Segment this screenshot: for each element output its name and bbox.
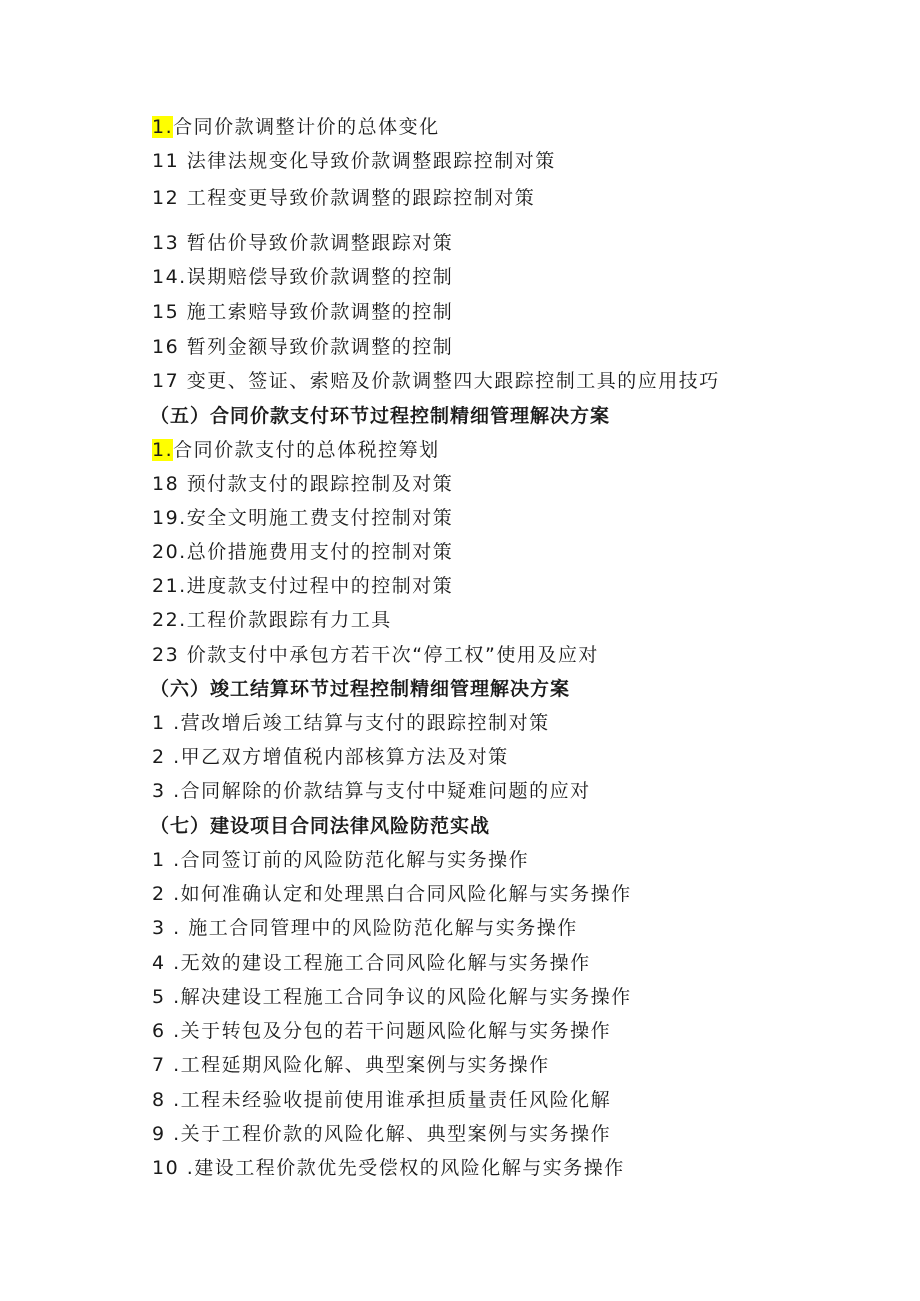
section-heading-5: （五）合同价款支付环节过程控制精细管理解决方案	[150, 405, 611, 427]
section-heading-7: （七）建设项目合同法律风险防范实战	[150, 815, 491, 837]
list-item: 14.误期赔偿导致价款调整的控制	[152, 266, 454, 288]
list-item: 5 .解决建设工程施工合同争议的风险化解与实务操作	[152, 986, 632, 1008]
list-item: 1 .合同签订前的风险防范化解与实务操作	[152, 849, 530, 871]
list-item	[152, 114, 440, 140]
list-item	[152, 437, 440, 463]
list-item: 18 预付款支付的跟踪控制及对策	[152, 473, 454, 495]
list-item: 16 暂列金额导致价款调整的控制	[152, 336, 454, 358]
list-item: 3 . 施工合同管理中的风险防范化解与实务操作	[152, 917, 578, 939]
list-item: 22.工程价款跟踪有力工具	[152, 609, 392, 631]
list-item: 2 .甲乙双方增值税内部核算方法及对策	[152, 746, 509, 768]
list-item: 7 .工程延期风险化解、典型案例与实务操作	[152, 1054, 550, 1076]
list-item: 17 变更、签证、索赔及价款调整四大跟踪控制工具的应用技巧	[152, 370, 720, 392]
list-item: 13 暂估价导致价款调整跟踪对策	[152, 232, 454, 254]
list-item: 19.安全文明施工费支付控制对策	[152, 507, 454, 529]
list-item-text: 合同价款支付的总体税控筹划	[173, 439, 440, 461]
list-item: 20.总价措施费用支付的控制对策	[152, 541, 454, 563]
highlighted-number: 1.	[152, 439, 174, 461]
list-item: 2 .如何准确认定和处理黑白合同风险化解与实务操作	[152, 883, 632, 905]
list-item: 6 .关于转包及分包的若干问题风险化解与实务操作	[152, 1020, 612, 1042]
list-item-text: 合同价款调整计价的总体变化	[173, 116, 440, 138]
section-heading-6: （六）竣工结算环节过程控制精细管理解决方案	[150, 678, 571, 700]
list-item: 11 法律法规变化导致价款调整跟踪控制对策	[152, 150, 556, 172]
list-item: 4 .无效的建设工程施工合同风险化解与实务操作	[152, 952, 591, 974]
list-item: 12 工程变更导致价款调整的跟踪控制对策	[152, 187, 536, 209]
highlighted-number: 1.	[152, 116, 174, 138]
list-item: 8 .工程未经验收提前使用谁承担质量责任风险化解	[152, 1089, 612, 1111]
list-item: 10 .建设工程价款优先受偿权的风险化解与实务操作	[152, 1157, 625, 1179]
list-item: 1 .营改增后竣工结算与支付的跟踪控制对策	[152, 712, 550, 734]
list-item: 3 .合同解除的价款结算与支付中疑难问题的应对	[152, 780, 591, 802]
list-item: 21.进度款支付过程中的控制对策	[152, 575, 454, 597]
list-item: 23 价款支付中承包方若干次“停工权”使用及应对	[152, 644, 599, 666]
list-item: 15 施工索赔导致价款调整的控制	[152, 301, 454, 323]
list-item: 9 .关于工程价款的风险化解、典型案例与实务操作	[152, 1123, 612, 1145]
